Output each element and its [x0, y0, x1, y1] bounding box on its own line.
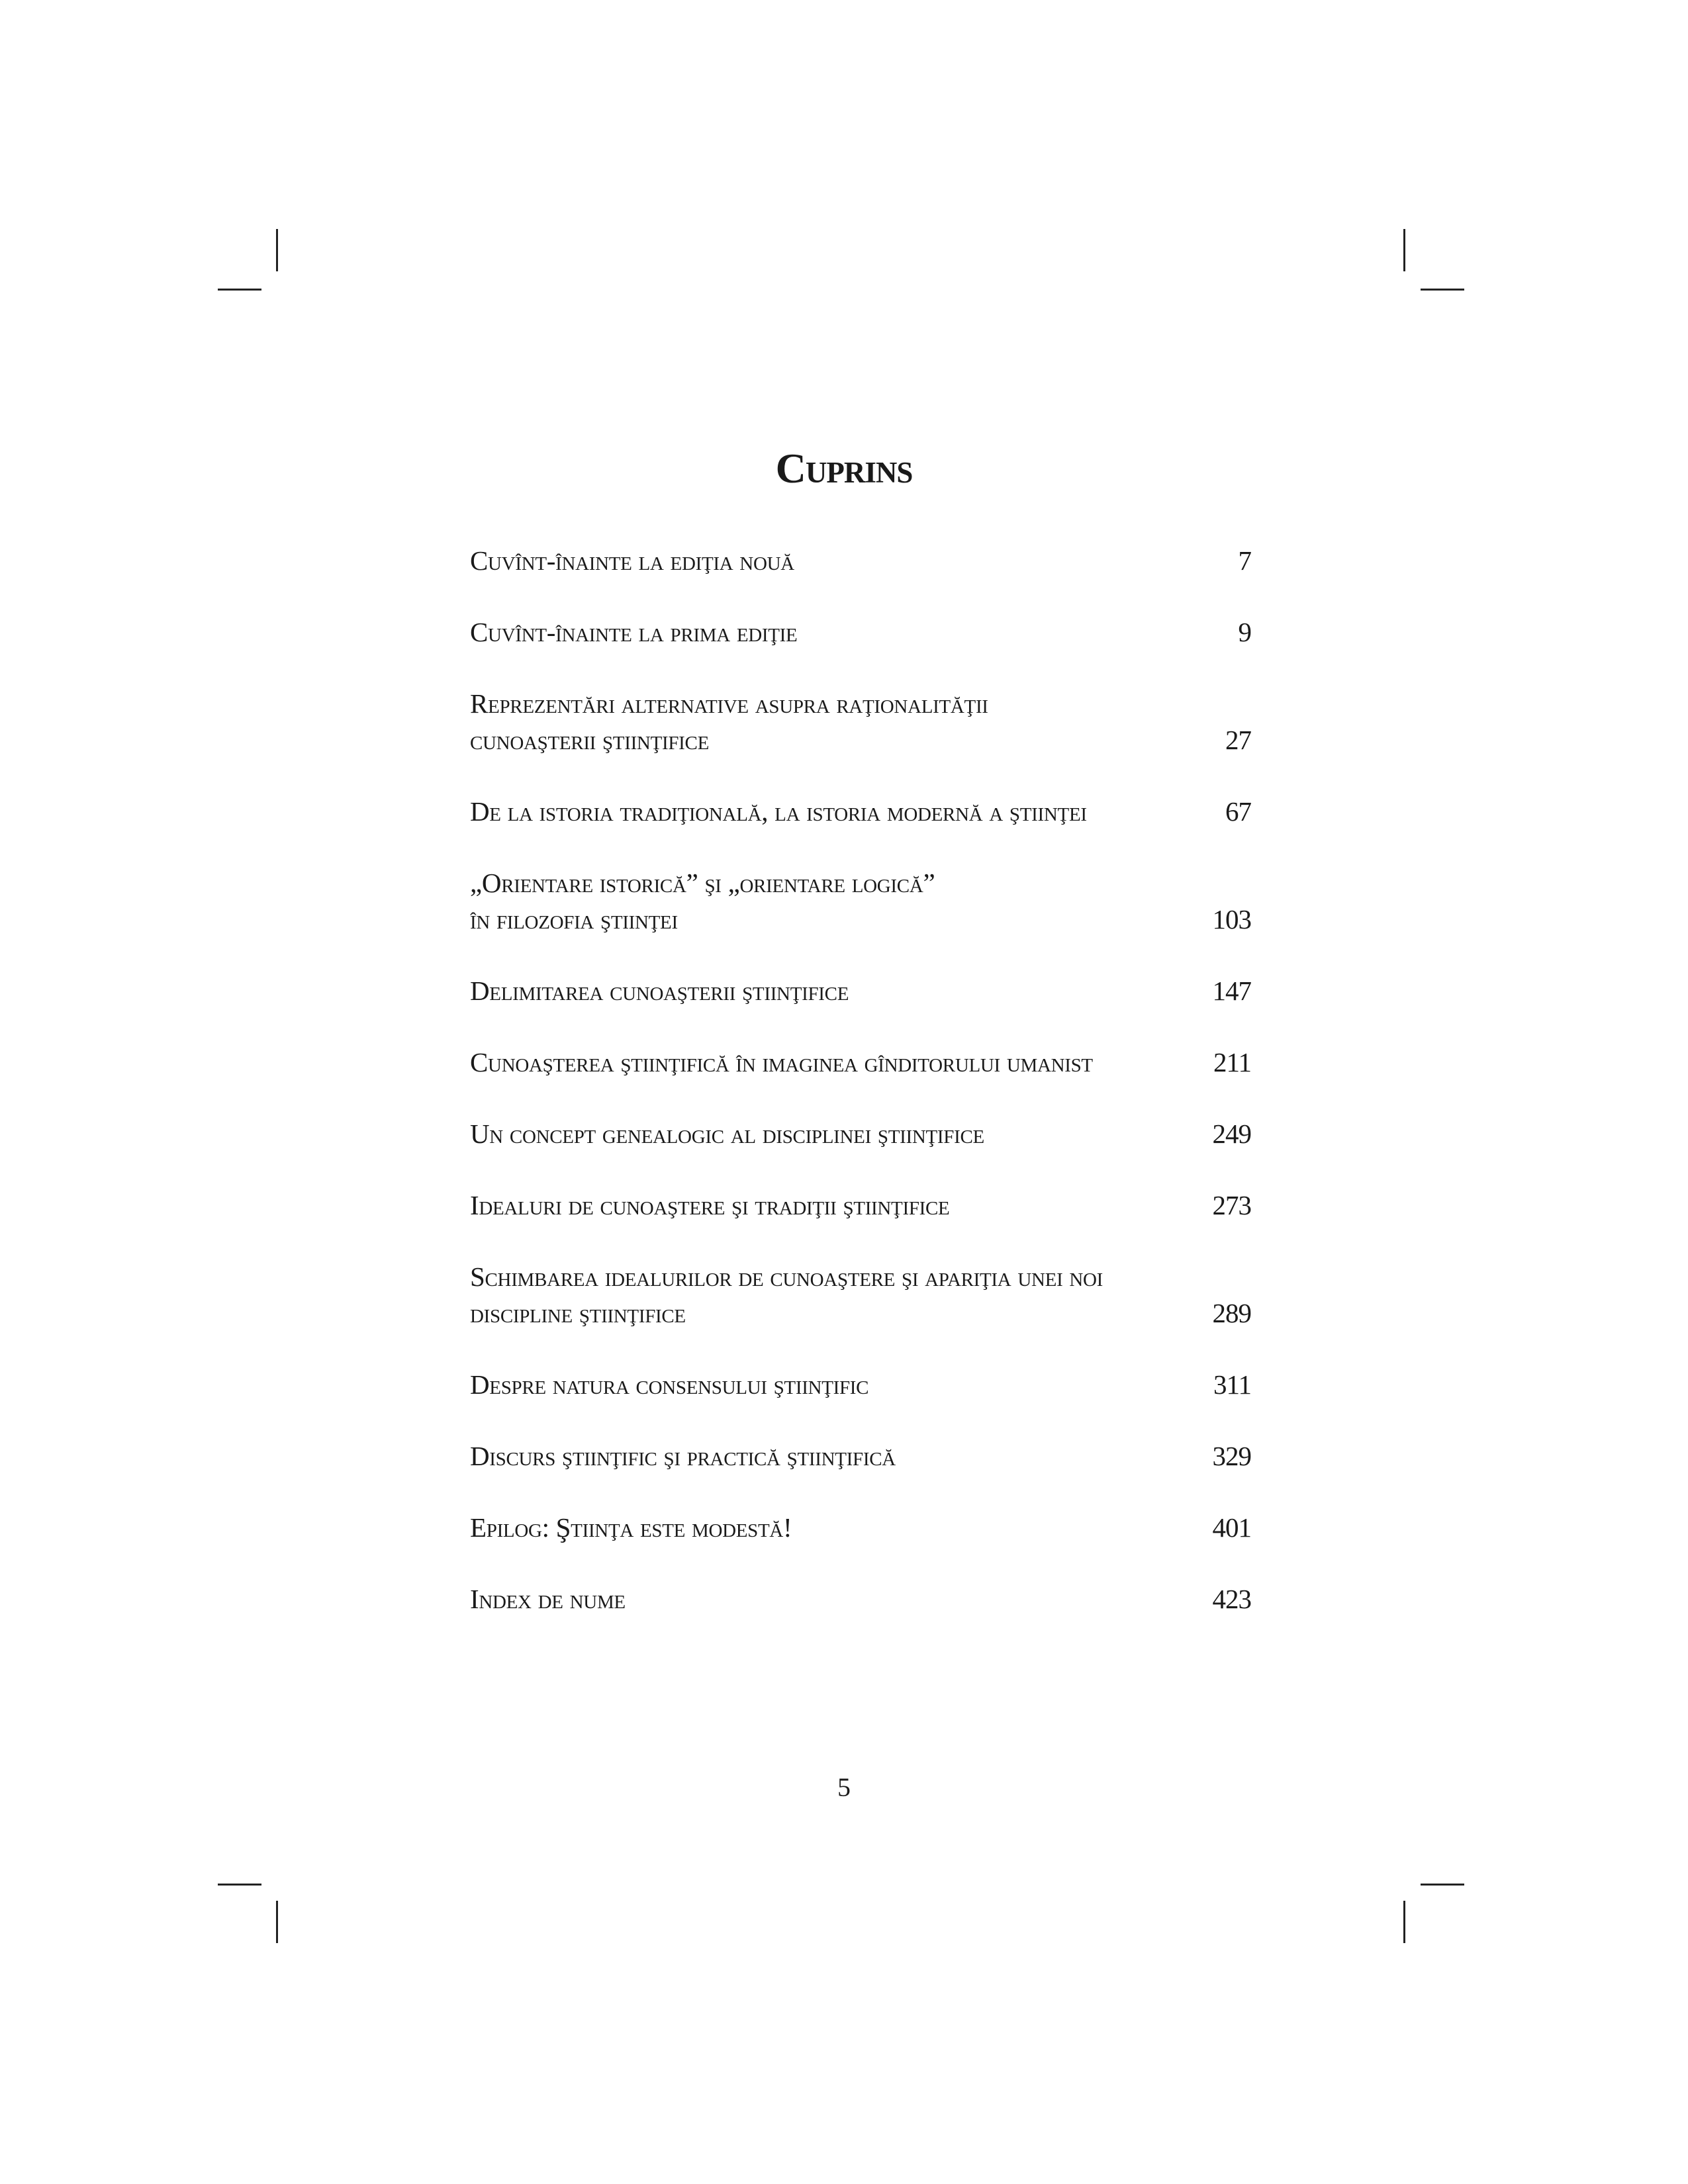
toc-entry-title: Un concept genealogic al disciplinei ştiinţifice: [470, 1118, 984, 1149]
toc-entry-title-line: cunoaşterii ştiinţifice: [470, 725, 709, 755]
toc-entry-page: 289: [1212, 1298, 1251, 1328]
toc-entry-page: 273: [1212, 1190, 1251, 1220]
toc-entry: [470, 1044, 1251, 1081]
toc-entry-page: 249: [1212, 1118, 1251, 1149]
toc-entry: [470, 614, 1251, 651]
toc-entry-title-line: Reprezentări alternative asupra raţionalităţii: [470, 688, 988, 719]
toc-entry-page: 9: [1238, 617, 1251, 647]
toc-entry-title: De la istoria tradiţională, la istoria modernă a ştiinţei: [470, 796, 1087, 827]
toc-entry-page: 27: [1225, 725, 1251, 755]
toc-entry: [470, 1116, 1251, 1152]
crop-mark: [276, 1901, 278, 1943]
toc-entry-title-line: discipline ştiinţifice: [470, 1298, 686, 1328]
toc-entry-title: Cuvînt-înainte la ediţia nouă: [470, 545, 794, 576]
toc-entry: [470, 1259, 1251, 1332]
toc-entry-page: 7: [1238, 545, 1251, 576]
crop-mark: [1403, 1901, 1405, 1943]
toc-entry-page: 329: [1212, 1441, 1251, 1471]
toc-entry: [470, 1187, 1251, 1224]
toc-entry-title: [470, 1259, 1103, 1332]
toc-entry-title: Cunoaşterea ştiinţifică în imaginea gînditorului umanist: [470, 1047, 1093, 1077]
toc-entry: [470, 794, 1251, 830]
toc-entry: [470, 1367, 1251, 1403]
toc-entry-title: Idealuri de cunoaştere şi tradiţii ştiinţifice: [470, 1190, 950, 1220]
toc-entry-title: Index de nume: [470, 1584, 626, 1614]
crop-mark: [218, 1884, 261, 1886]
toc-entry-title: [470, 686, 988, 758]
toc-entry: [470, 1438, 1251, 1475]
toc-entry-title: [470, 865, 935, 938]
toc-entry-title: Discurs ştiinţific şi practică ştiinţifică: [470, 1441, 896, 1471]
crop-mark: [1403, 229, 1405, 271]
crop-mark: [1421, 1884, 1464, 1886]
toc-entry: [470, 1510, 1251, 1546]
toc-entry: [470, 543, 1251, 579]
toc-entry-page: 103: [1212, 904, 1251, 934]
toc-entry-page: 311: [1213, 1369, 1251, 1400]
toc-entry-title: Cuvînt-înainte la prima ediţie: [470, 617, 798, 647]
toc-entry-page: 401: [1212, 1512, 1251, 1543]
toc-entry: [470, 1581, 1251, 1617]
toc-entry-title-line: în filozofia ştiinţei: [470, 904, 678, 934]
toc-entry-title: Despre natura consensului ştiinţific: [470, 1369, 869, 1400]
crop-mark: [1421, 289, 1464, 291]
toc-entry: [470, 865, 1251, 938]
toc-entry-page: 211: [1213, 1047, 1251, 1077]
crop-mark: [218, 289, 261, 291]
table-of-contents: [470, 543, 1251, 1653]
page-number: 5: [837, 1772, 851, 1802]
toc-entry: [470, 686, 1251, 758]
toc-entry-title: Delimitarea cunoaşterii ştiinţifice: [470, 976, 849, 1006]
page-title: Cuprins: [775, 445, 913, 492]
toc-entry-title-line: „Orientare istorică” şi „orientare logică”: [470, 868, 935, 898]
toc-entry-page: 67: [1225, 796, 1251, 827]
toc-entry-page: 147: [1212, 976, 1251, 1006]
toc-entry-title-line: Schimbarea idealurilor de cunoaştere şi apariţia unei noi: [470, 1261, 1103, 1292]
toc-entry-page: 423: [1212, 1584, 1251, 1614]
crop-mark: [276, 229, 278, 271]
toc-entry-title: Epilog: Ştiinţa este modestă!: [470, 1512, 792, 1543]
toc-entry: [470, 973, 1251, 1009]
